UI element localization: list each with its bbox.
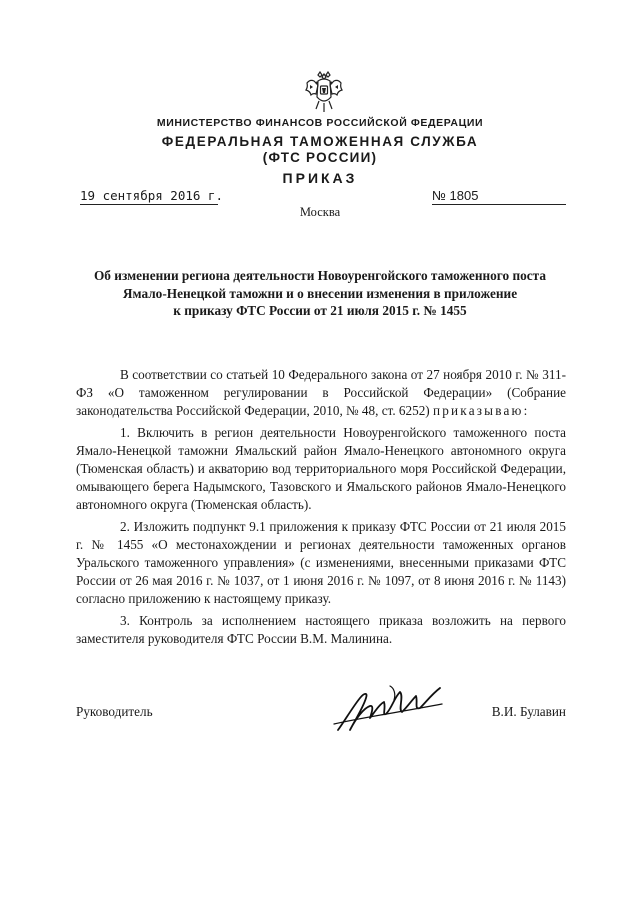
- signer-title: Руководитель: [76, 704, 153, 719]
- order-item-2: 2. Изложить подпункт 9.1 приложения к приказу ФТС России от 21 июля 2015 г. № 1455 «О местонахождении и регионах деятельности таможенных органов Уральского таможенного управления» (с изменениями, внесенными приказами ФТС России от 26 мая 2016 г. № 1037, от 1 июня 2016 г. № 1097, от 8 июня 2016 г. № 1143) согласно приложению к настоящему приказу.: [76, 518, 566, 607]
- order-word: приказываю:: [433, 403, 530, 419]
- order-item-1: 1. Включить в регион деятельности Новоуренгойского таможенного поста Ямало-Ненецкой таможни Ямальский район Ямало-Ненецкого автономного округа (Тюменская область) и акваторию вод территориального моря Российской Федерации, омывающего берега Надымского, Тазовского и Ямальского районов Ямало-Ненецкого автономного округа (Тюменская область).: [76, 424, 566, 513]
- order-number: № 1805: [432, 188, 566, 205]
- order-date: 19 сентября 2016 г.: [80, 188, 223, 203]
- signer-name: В.И. Булавин: [491, 704, 566, 719]
- service-short-name: (ФТС РОССИИ): [262, 150, 378, 165]
- preamble-paragraph: [76, 366, 566, 421]
- subject-line: Ямало-Ненецкой таможни и о внесении изменения в приложение: [122, 285, 518, 301]
- order-subject: [90, 267, 550, 320]
- ministry-name: МИНИСТЕРСТВО ФИНАНСОВ РОССИЙСКОЙ ФЕДЕРАЦИИ: [156, 117, 484, 129]
- service-name: ФЕДЕРАЛЬНАЯ ТАМОЖЕННАЯ СЛУЖБА: [161, 134, 479, 149]
- coat-of-arms-emblem: [304, 71, 344, 115]
- order-item-3: 3. Контроль за исполнением настоящего приказа возложить на первого заместителя руководителя ФТС России В.М. Малинина.: [76, 612, 566, 646]
- subject-line: к приказу ФТС России от 21 июля 2015 г. № 1455: [173, 303, 467, 318]
- order-city: Москва: [299, 205, 341, 219]
- handwritten-signature: [330, 678, 450, 738]
- order-body: [76, 366, 566, 648]
- preamble-text: В соответствии со статьей 10 Федерального закона от 27 ноября 2010 г. № 311-ФЗ «О таможенном регулировании в Российской Федерации» (Собрание законодательства Российской Федерации, 2010, № 48, ст. 6252): [76, 367, 566, 419]
- subject-line: Об изменении региона деятельности Новоуренгойского таможенного поста: [93, 268, 547, 283]
- document-type: ПРИКАЗ: [282, 170, 358, 186]
